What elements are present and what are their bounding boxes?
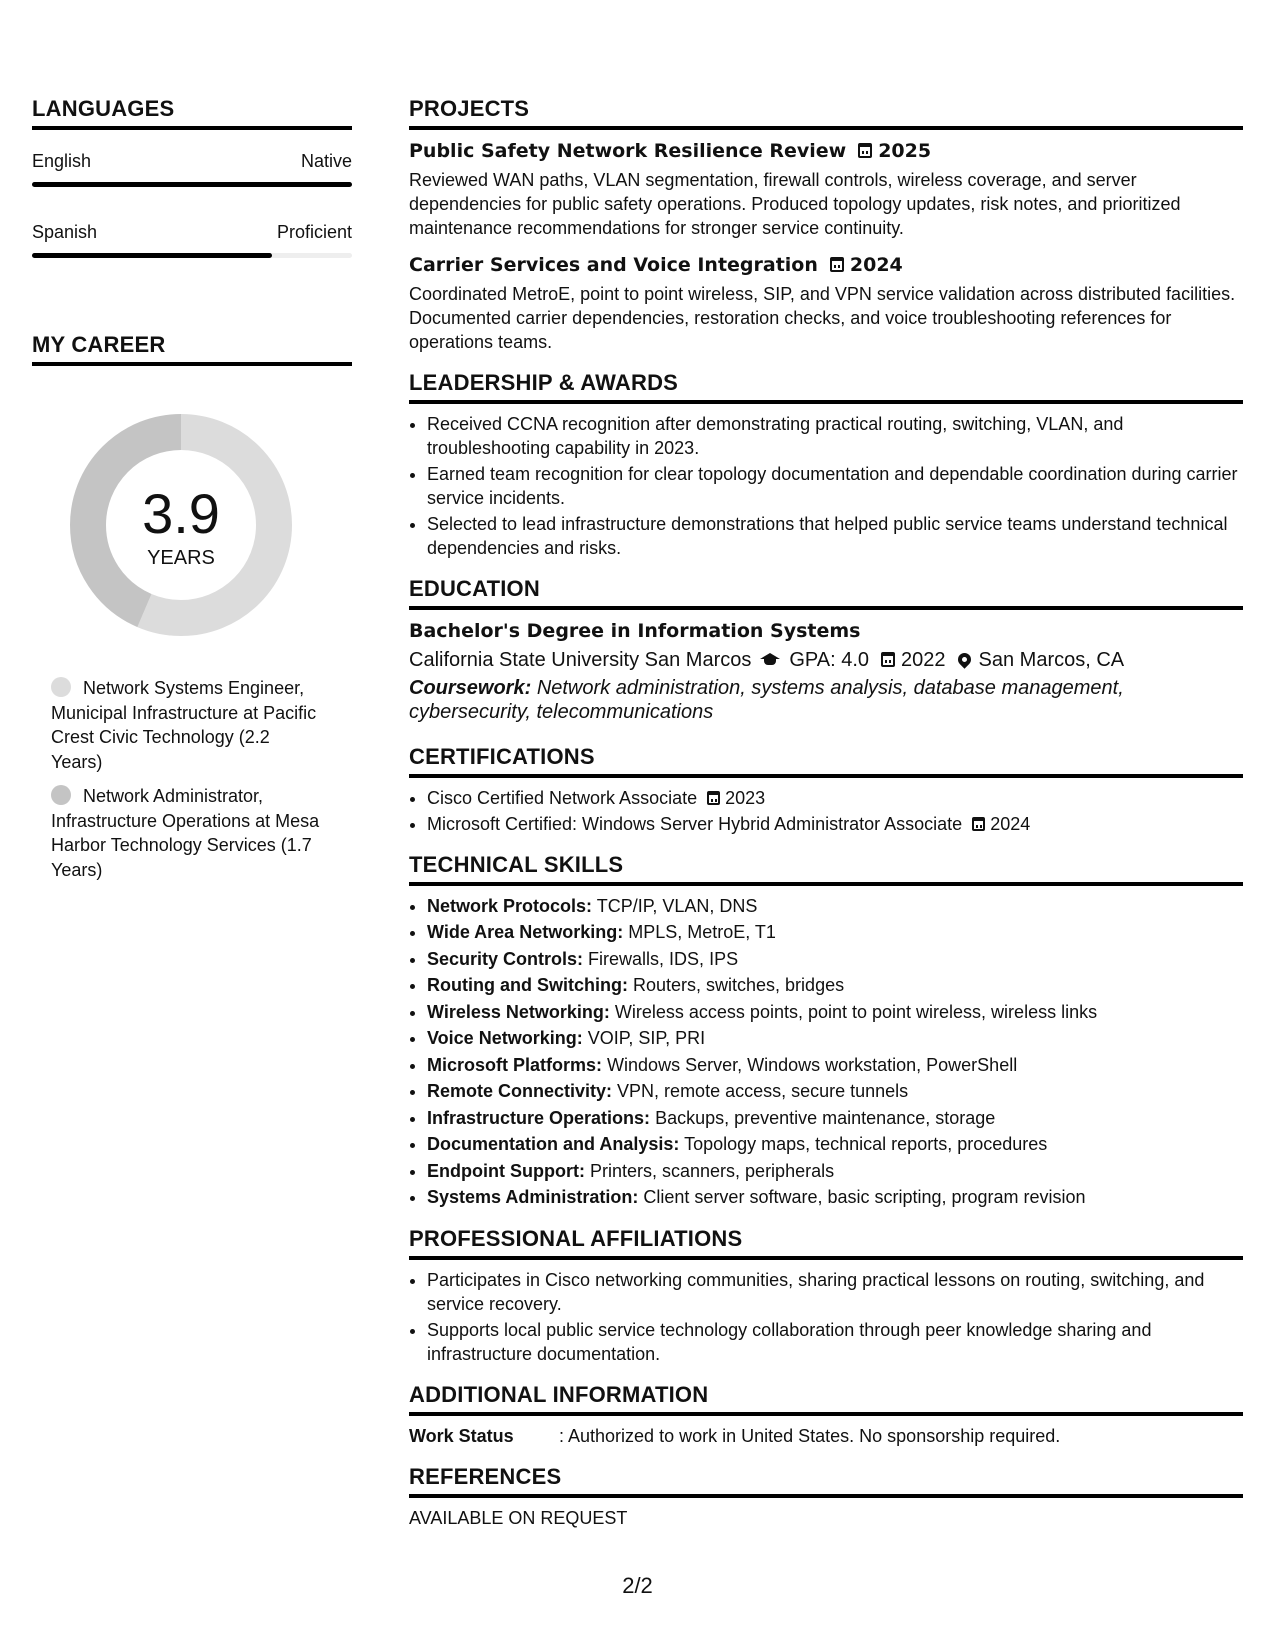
- skill-item: [427, 947, 1243, 972]
- project-description: Reviewed WAN paths, VLAN segmentation, firewall controls, wireless coverage, and server dependencies for public safety operations. Produced topology updates, risk notes, and prioritized maintenance recommendations for stronger service continuity.: [409, 170, 1181, 238]
- project-name: Public Safety Network Resilience Review: [409, 140, 847, 162]
- skill-label: Wide Area Networking:: [427, 922, 624, 943]
- work-status-row: [409, 1424, 1243, 1448]
- skill-value: Printers, scanners, peripherals: [589, 1160, 835, 1181]
- skill-value: Client server software, basic scripting, program revision: [643, 1187, 1086, 1208]
- skills-section: [409, 852, 1243, 1210]
- language-bar: [32, 182, 352, 187]
- skill-label: Routing and Switching:: [427, 975, 628, 996]
- additional-section: [409, 1382, 1243, 1448]
- certification-year: 2023: [725, 788, 766, 808]
- career-item-text: Network Administrator, Infrastructure Operations at Mesa Harbor Technology Services (1.7 Years): [51, 786, 320, 880]
- skill-value: Routers, switches, bridges: [633, 975, 845, 996]
- career-item: [51, 784, 321, 882]
- skill-value: Topology maps, technical reports, procedures: [684, 1134, 1048, 1155]
- calendar-icon: [972, 817, 985, 831]
- project-description: Coordinated MetroE, point to point wireless, SIP, and VPN service validation across distributed facilities. Documented carrier dependencies, restoration checks, and voice troubleshooting references for operations teams.: [409, 284, 1236, 352]
- skill-value: Backups, preventive maintenance, storage: [655, 1107, 996, 1128]
- affiliations-section: [409, 1226, 1243, 1366]
- education-section: [409, 576, 1243, 724]
- skill-item: [427, 1026, 1243, 1051]
- calendar-icon: [707, 791, 720, 805]
- skills-heading: TECHNICAL SKILLS: [409, 852, 1243, 886]
- skill-label: Documentation and Analysis:: [427, 1134, 680, 1155]
- career-unit: YEARS: [147, 547, 215, 569]
- projects-section: [409, 96, 1243, 354]
- skill-item: [427, 920, 1243, 945]
- skill-value: VOIP, SIP, PRI: [587, 1028, 706, 1049]
- skill-item: [427, 1159, 1243, 1184]
- skill-label: Voice Networking:: [427, 1028, 583, 1049]
- skill-item: [427, 973, 1243, 998]
- career-donut-chart: [66, 410, 296, 640]
- career-heading: MY CAREER: [32, 332, 352, 366]
- career-item: [51, 676, 321, 774]
- coursework: [409, 676, 1243, 724]
- skills-list: [409, 894, 1243, 1210]
- skill-item: [427, 1106, 1243, 1131]
- skill-label: Wireless Networking:: [427, 1001, 610, 1022]
- skill-label: Systems Administration:: [427, 1187, 639, 1208]
- skill-item: [427, 1185, 1243, 1210]
- skill-label: Remote Connectivity:: [427, 1081, 613, 1102]
- language-level: Native: [300, 151, 352, 171]
- skill-item: [427, 1053, 1243, 1078]
- language-bar-fill: [32, 253, 272, 258]
- project-year: 2024: [849, 254, 903, 276]
- certifications-heading: CERTIFICATIONS: [409, 744, 1243, 778]
- career-legend-dot: [51, 785, 71, 805]
- career-item-text: Network Systems Engineer, Municipal Infrastructure at Pacific Crest Civic Technology (2.2 Years): [51, 678, 317, 772]
- work-status-value: : Authorized to work in United States. No sponsorship required.: [559, 1425, 1061, 1446]
- skill-value: Firewalls, IDS, IPS: [588, 948, 739, 969]
- graduation-cap-icon: [759, 653, 781, 667]
- coursework-label: Coursework:: [409, 677, 532, 699]
- career-total: 3.9: [142, 482, 220, 545]
- list-item: [427, 786, 1243, 810]
- work-status-label: Work Status: [409, 1425, 514, 1446]
- languages-heading: LANGUAGES: [32, 96, 352, 130]
- skill-item: [427, 1000, 1243, 1025]
- coursework-text: Network administration, systems analysis, database management, cybersecurity, telecommunications: [409, 677, 1124, 723]
- school-location: San Marcos, CA: [978, 649, 1125, 671]
- references-text: AVAILABLE ON REQUEST: [409, 1507, 628, 1528]
- calendar-icon: [881, 652, 895, 667]
- list-item: • Supports local public service technology collaboration through peer knowledge sharing and infrastructure documentation.: [427, 1318, 1243, 1366]
- location-pin-icon: [955, 650, 973, 668]
- references-heading: REFERENCES: [409, 1464, 1243, 1498]
- certifications-list: [409, 786, 1243, 836]
- certification-year: 2024: [990, 814, 1031, 834]
- list-item: • Earned team recognition for clear topology documentation and dependable coordination during carrier service incidents.: [427, 462, 1243, 510]
- career-list: [51, 676, 321, 882]
- skill-value: MPLS, MetroE, T1: [628, 922, 776, 943]
- skill-item: [427, 1079, 1243, 1104]
- certifications-section: [409, 744, 1243, 836]
- leadership-section: [409, 370, 1243, 560]
- affiliations-heading: PROFESSIONAL AFFILIATIONS: [409, 1226, 1243, 1260]
- leadership-heading: LEADERSHIP & AWARDS: [409, 370, 1243, 404]
- list-item: [427, 812, 1243, 836]
- skill-item: [427, 894, 1243, 919]
- right-column: [409, 96, 1243, 1546]
- skill-value: Windows Server, Windows workstation, PowerShell: [607, 1054, 1018, 1075]
- references-section: [409, 1464, 1243, 1530]
- career-legend-dot: [51, 677, 71, 697]
- projects-heading: PROJECTS: [409, 96, 1243, 130]
- skill-label: Microsoft Platforms:: [427, 1054, 603, 1075]
- affiliations-list: [409, 1268, 1243, 1366]
- skill-value: VPN, remote access, secure tunnels: [617, 1081, 909, 1102]
- education-details: [409, 646, 1243, 674]
- language-item: [32, 150, 352, 187]
- additional-heading: ADDITIONAL INFORMATION: [409, 1382, 1243, 1416]
- skill-label: Network Protocols:: [427, 896, 593, 916]
- language-item: [32, 221, 352, 258]
- certification-name: Cisco Certified Network Associate: [427, 788, 698, 808]
- school-name: California State University San Marcos: [409, 649, 752, 671]
- degree-title: Bachelor's Degree in Information Systems: [409, 620, 861, 642]
- project-title: [409, 252, 1243, 278]
- left-column: [32, 96, 352, 892]
- list-item: • Received CCNA recognition after demonstrating practical routing, switching, VLAN, and troubleshooting capability in 2023.: [427, 412, 1243, 460]
- graduation-year: 2022: [901, 649, 946, 671]
- leadership-list: [409, 412, 1243, 560]
- skill-label: Infrastructure Operations:: [427, 1107, 651, 1128]
- calendar-icon: [858, 143, 872, 158]
- skill-value: TCP/IP, VLAN, DNS: [596, 896, 758, 916]
- skill-item: [427, 1132, 1243, 1157]
- page-number: 2/2: [622, 1573, 653, 1598]
- skill-label: Security Controls:: [427, 948, 584, 969]
- language-name: English: [32, 151, 92, 171]
- certification-name: Microsoft Certified: Windows Server Hybrid Administrator Associate: [427, 814, 963, 834]
- language-bar: [32, 253, 352, 258]
- education-heading: EDUCATION: [409, 576, 1243, 610]
- project-year: 2025: [878, 140, 932, 162]
- language-level: Proficient: [276, 222, 352, 242]
- list-item: • Participates in Cisco networking communities, sharing practical lessons on routing, switching, and service recovery.: [427, 1268, 1243, 1316]
- list-item: • Selected to lead infrastructure demonstrations that helped public service teams understand technical dependencies and risks.: [427, 512, 1243, 560]
- language-name: Spanish: [32, 222, 98, 242]
- skill-label: Endpoint Support:: [427, 1160, 585, 1181]
- skill-value: Wireless access points, point to point wireless, wireless links: [614, 1001, 1098, 1022]
- project-title: [409, 138, 1243, 164]
- language-bar-fill: [32, 182, 352, 187]
- calendar-icon: [830, 257, 844, 272]
- gpa: GPA: 4.0: [789, 649, 870, 671]
- project-name: Carrier Services and Voice Integration: [409, 254, 818, 276]
